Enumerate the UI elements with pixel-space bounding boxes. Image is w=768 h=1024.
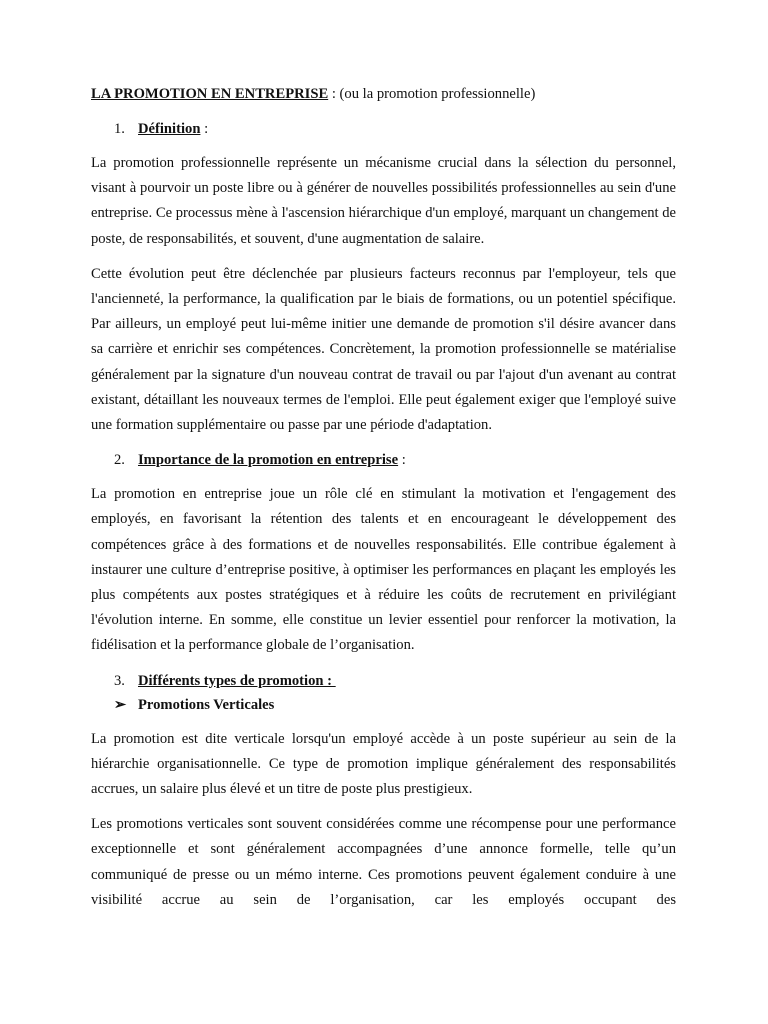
document-title: [91, 84, 676, 104]
section-title: Importance de la promotion en entreprise: [138, 452, 399, 469]
paragraph: Cette évolution peut être déclenchée par plusieurs facteurs reconnus par l'employeur, tels que l'ancienneté, la performance, la qualification par le biais de formations, ou un potentiel spécifique. Par ailleurs, un employé peut lui-même initier une demande de promotion s'il désire avancer dans sa carrière et enrichir ses compétences. Concrètement, la promotion professionnelle se matérialise généralement par la signature d'un nouveau contrat de travail ou par l'ajout d'un avenant au contrat existant, détaillant les nouveaux termes de l'emploi. Elle peut également exiger que l'employé suive une formation supplémentaire ou passe par une période d'adaptation.: [91, 265, 676, 434]
section-title: Différents types de promotion :: [138, 672, 336, 689]
section-number: 1.: [114, 121, 125, 137]
section-heading-definition: [91, 119, 676, 139]
title-main: LA PROMOTION EN ENTREPRISE: [91, 86, 329, 102]
bullet-item-vertical: [91, 695, 676, 715]
section-number: 3.: [114, 672, 125, 689]
paragraph: La promotion est dite verticale lorsqu'un employé accède à un poste supérieur au sein de la hiérarchie organisationnelle. Ce type de promotion implique généralement des responsabilités accrues, un salaire plus élevé et un titre de poste plus prestigieux.: [91, 730, 676, 798]
title-subtitle: (ou la promotion professionnelle): [339, 86, 536, 102]
paragraph: Les promotions verticales sont souvent considérées comme une récompense pour une performance exceptionnelle et sont généralement accompagnées d’une annonce formelle, telle qu’un communiqué de presse ou un mémo interne. Ces promotions peuvent également conduire à une visibilité accrue au sein de l’organisation, car les employés occupant des: [91, 816, 676, 908]
section-number: 2.: [114, 452, 125, 469]
paragraph: La promotion professionnelle représente un mécanisme crucial dans la sélection du personnel, visant à pourvoir un poste libre ou à générer de nouvelles possibilités professionnelles au sein d'une entreprise. Ce processus mène à l'ascension hiérarchique d'un employé, marquant un changement de poste, de responsabilités, et souvent, d'une augmentation de salaire.: [91, 155, 676, 247]
section-heading-types: [91, 671, 676, 691]
section-heading-importance: [91, 450, 676, 470]
paragraph: La promotion en entreprise joue un rôle clé en stimulant la motivation et l'engagement des employés, en favorisant la rétention des talents et en encourageant le développement des compétences grâce à des formations et de nouvelles responsabilités. Elle contribue également à instaurer une culture d’entreprise positive, à optimiser les performances en plaçant les employés les plus compétents aux postes stratégiques et à réduire les coûts de recrutement en privilégiant l'évolution interne. En somme, elle constitue un levier essentiel pour renforcer la motivation, la fidélisation et la performance globale de l’organisation.: [91, 486, 676, 654]
bullet-label: Promotions Verticales: [138, 696, 275, 713]
title-separator: :: [328, 86, 340, 102]
section-suffix: :: [200, 121, 209, 137]
arrow-bullet-icon: ➢: [114, 696, 127, 713]
section-title: Définition: [138, 121, 201, 137]
document-page: [91, 84, 676, 913]
section-suffix: :: [398, 452, 406, 469]
